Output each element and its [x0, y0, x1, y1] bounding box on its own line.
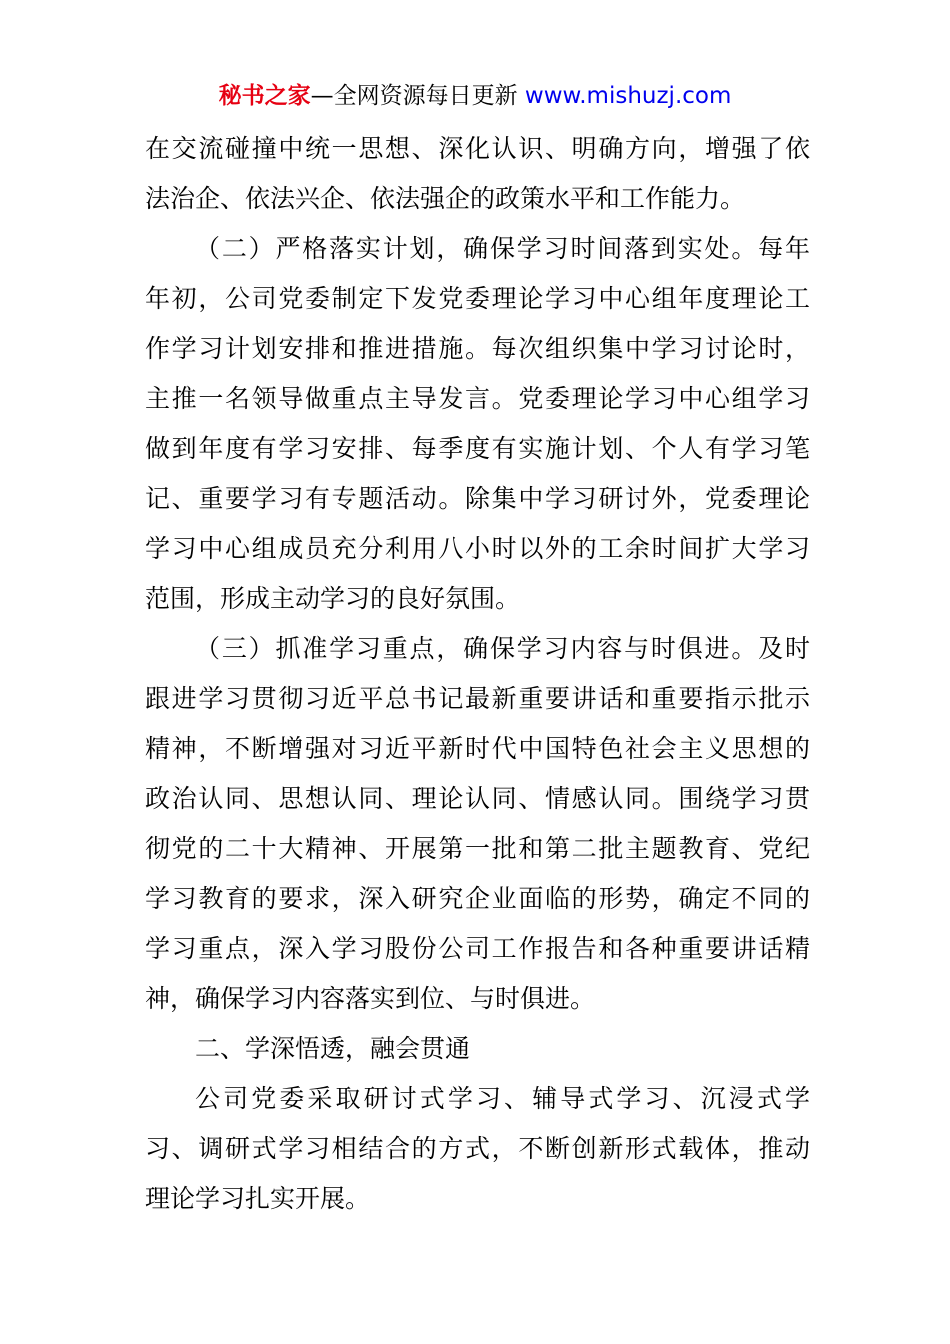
- text-line: 跟进学习贯彻习近平总书记最新重要讲话和重要指示批示: [145, 684, 810, 713]
- text-line: 政治认同、思想认同、理论认同、情感认同。围绕学习贯: [145, 784, 810, 813]
- site-tagline: —全网资源每日更新: [310, 83, 525, 109]
- text-line: 主推一名领导做重点主导发言。党委理论学习中心组学习: [145, 384, 810, 413]
- text-line: 理论学习扎实开展。: [145, 1184, 371, 1213]
- text-line: 在交流碰撞中统一思想、深化认识、明确方向，增强了依: [145, 134, 810, 163]
- text-line: 二、学深悟透，融会贯通: [195, 1034, 471, 1063]
- text-line: 学习中心组成员充分利用八小时以外的工余时间扩大学习: [145, 534, 810, 563]
- site-brand: 秘书之家: [218, 83, 311, 109]
- text-line: 年初，公司党委制定下发党委理论学习中心组年度理论工: [145, 284, 810, 313]
- document-body: [145, 124, 810, 1224]
- text-line: 习、调研式学习相结合的方式，不断创新形式载体，推动: [145, 1134, 810, 1163]
- text-line: 记、重要学习有专题活动。除集中学习研讨外，党委理论: [145, 484, 810, 513]
- text-line: 法治企、依法兴企、依法强企的政策水平和工作能力。: [145, 184, 746, 213]
- page-header: [0, 80, 950, 112]
- text-line: 做到年度有学习安排、每季度有实施计划、个人有学习笔: [145, 434, 810, 463]
- site-url-link[interactable]: www.mishuzj.com: [524, 83, 732, 109]
- text-line: 学习教育的要求，深入研究企业面临的形势，确定不同的: [145, 884, 810, 913]
- text-line: 精神，不断增强对习近平新时代中国特色社会主义思想的: [145, 734, 810, 763]
- text-line: 神，确保学习内容落实到位、与时俱进。: [145, 984, 596, 1013]
- text-line: 作学习计划安排和推进措施。每次组织集中学习讨论时，: [145, 334, 810, 363]
- text-line: 学习重点，深入学习股份公司工作报告和各种重要讲话精: [145, 934, 810, 963]
- text-line: 范围，形成主动学习的良好氛围。: [145, 584, 521, 613]
- text-line: （三）抓准学习重点，确保学习内容与时俱进。及时: [195, 634, 810, 663]
- text-line: （二）严格落实计划，确保学习时间落到实处。每年: [195, 234, 810, 263]
- text-line: 彻党的二十大精神、开展第一批和第二批主题教育、党纪: [145, 834, 810, 863]
- text-line: 公司党委采取研讨式学习、辅导式学习、沉浸式学: [195, 1084, 810, 1113]
